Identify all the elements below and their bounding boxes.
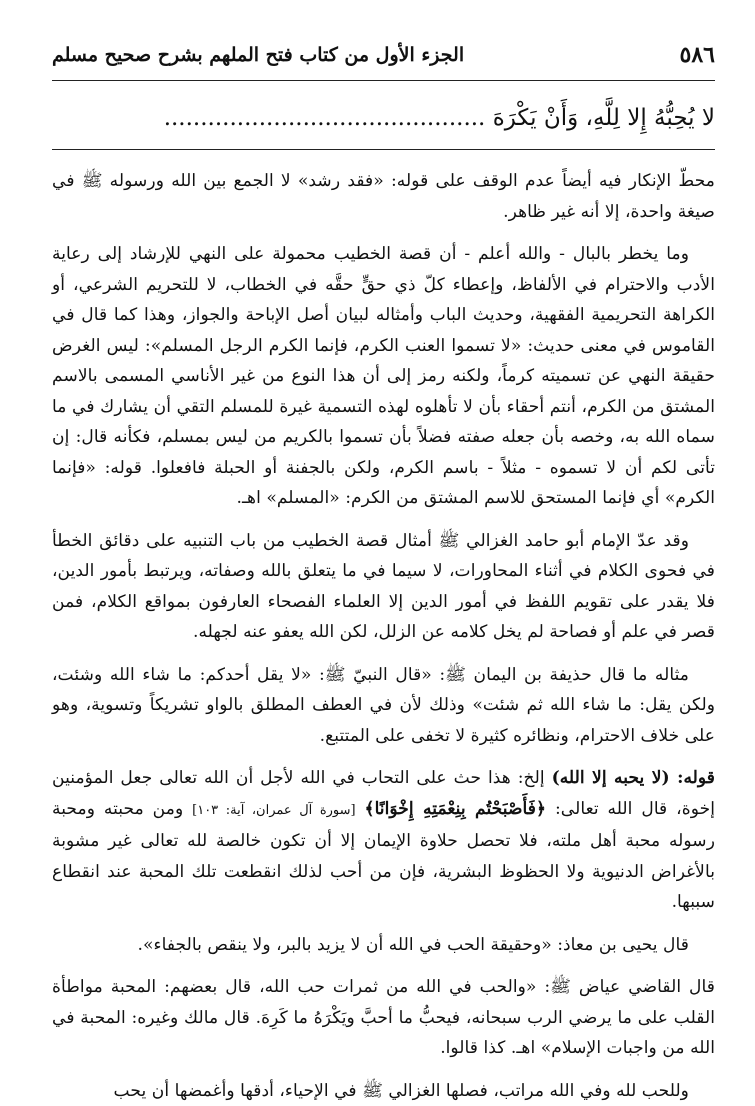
paragraph-7: قال القاضي عياض ﷺ: «والحب في الله من ثمرات حب الله، قال بعضهم: المحبة مواطأة القلب على ما يرضي الرب سبحانه، فيحبُّ ما أحبَّ ويَكْرَهُ ما كَرِهَ. قال مالك وغيره: المحبة في الله من واجبات الإسلام» اهـ. كذا قالوا. [52,972,715,1064]
paragraph-5-text-a: إلخ: هذا حث على التحاب في الله لأجل أن الله تعالى جعل المؤمنين إخوة، قال الله تعالى: [52,768,715,819]
page-header [52,34,715,81]
paragraph-1: محطّ الإنكار فيه أيضاً عدم الوقف على قوله: «فقد رشد» لا الجمع بين الله ورسوله ﷺ في صيغة واحدة، إلا أنه غير ظاهر. [52,166,715,227]
section-divider [52,149,715,150]
verse-reference: [سورة آل عمران، آية: ١٠٣] [192,803,355,818]
running-title: الجزء الأول من كتاب فتح الملهم بشرح صحيح مسلم [52,44,464,66]
ellipsis-dots: ............................................ [164,105,486,131]
paragraph-2: وما يخطر بالبال - والله أعلم - أن قصة الخطيب محمولة على النهي للإرشاد إلى رعاية الأدب والاحترام في الألفاظ، وإعطاء كلّ ذي حقٍّ حقَّه في الخطاب، لا للتحريم الشرعي، أو الكراهة التحريمية الفقهية، وحديث الباب وأمثاله لبيان أصل الإباحة والجواز، وهذا كما قال في القاموس في معنى حديث: «لا تسموا العنب الكرم، فإنما الكرم الرجل المسلم»: ليس الغرض حقيقة النهي عن تسميته كرماً، ولكنه رمز إلى أن هذا النوع من غير الأناسي المسمى بالاسم المشتق من الكرم، أنتم أحقاء بأن لا تأهلوه لهذه التسمية غيرة للمسلم التقي أن يشارك في ما سماه الله به، وخصه بأن جعله صفته فضلاً بأن تسموا بالكريم من ليس بمسلم، فكأنه قال: إن تأتى لكم أن لا تسموه - مثلاً - باسم الكرم، ولكن بالجفنة أو الحبلة فافعلوا. قوله: «فإنما الكرم» أي فإنما المستحق للاسم المشتق من الكرم: «المسلم» اهـ. [52,239,715,514]
commentary-body [52,166,715,1083]
paragraph-4: مثاله ما قال حذيفة بن اليمان ﷺ: «قال النبيّ ﷺ: «لا يقل أحدكم: ما شاء الله وشئت، ولكن يقل: ما شاء الله ثم شئت» وذلك لأن في العطف المطلق بالواو تشريكاً وتسوية، وهو على خلاف الاحترام، ونظائره كثيرة لا تخفى على المتتبع. [52,660,715,752]
page-number: ٥٨٦ [680,42,715,68]
paragraph-5-text-b: ومن محبته ومحبة رسوله محبة أهل ملته، فلا تحصل حلاوة الإيمان إلا أن تكون خالصة لله تعالى غير مشوبة بالأغراض الدنيوية ولا الحظوظ البشرية، فإن من أحب لذلك انقطعت تلك المحبة عند انقطاع سببها. [52,799,715,913]
quran-verse: ﴿فَأَصْبَحْتُم بِنِعْمَتِهِ إِخْوَانًا﴾ [365,799,547,819]
paragraph-8: وللحب لله وفي الله مراتب، فصلها الغزالي ﷺ في الإحياء، أدقها وأغمضها أن يحب [52,1076,715,1106]
commentary-lemma: قوله: (لا يحبه إلا الله) [552,768,715,788]
paragraph-5 [52,763,715,918]
paragraph-6: قال يحيى بن معاذ: «وحقيقة الحب في الله أن لا يزيد بالبر، ولا ينقص بالجفاء». [52,930,715,961]
paragraph-3: وقد عدّ الإمام أبو حامد الغزالي ﷺ أمثال قصة الخطيب من باب التنبيه على دقائق الخطأ في فحوى الكلام في أثناء المحاورات، لا سيما في ما يتعلق بالله وصفاته، ويرتبط بأمور الدين، فلا يقدر على تقويم اللفظ في أمور الدين إلا العلماء الفصحاء العارفون بمواقع الكلام، فمن قصر في علم أو فصاحة لم يخل كلامه عن الزلل، لكن الله يعفو عنه لجهله. [52,526,715,648]
hadith-fragment: لا يُحِبُّهُ إِلا لِلَّهِ، وَأَنْ يَكْرَهَ [493,105,715,131]
hadith-text [52,96,715,140]
